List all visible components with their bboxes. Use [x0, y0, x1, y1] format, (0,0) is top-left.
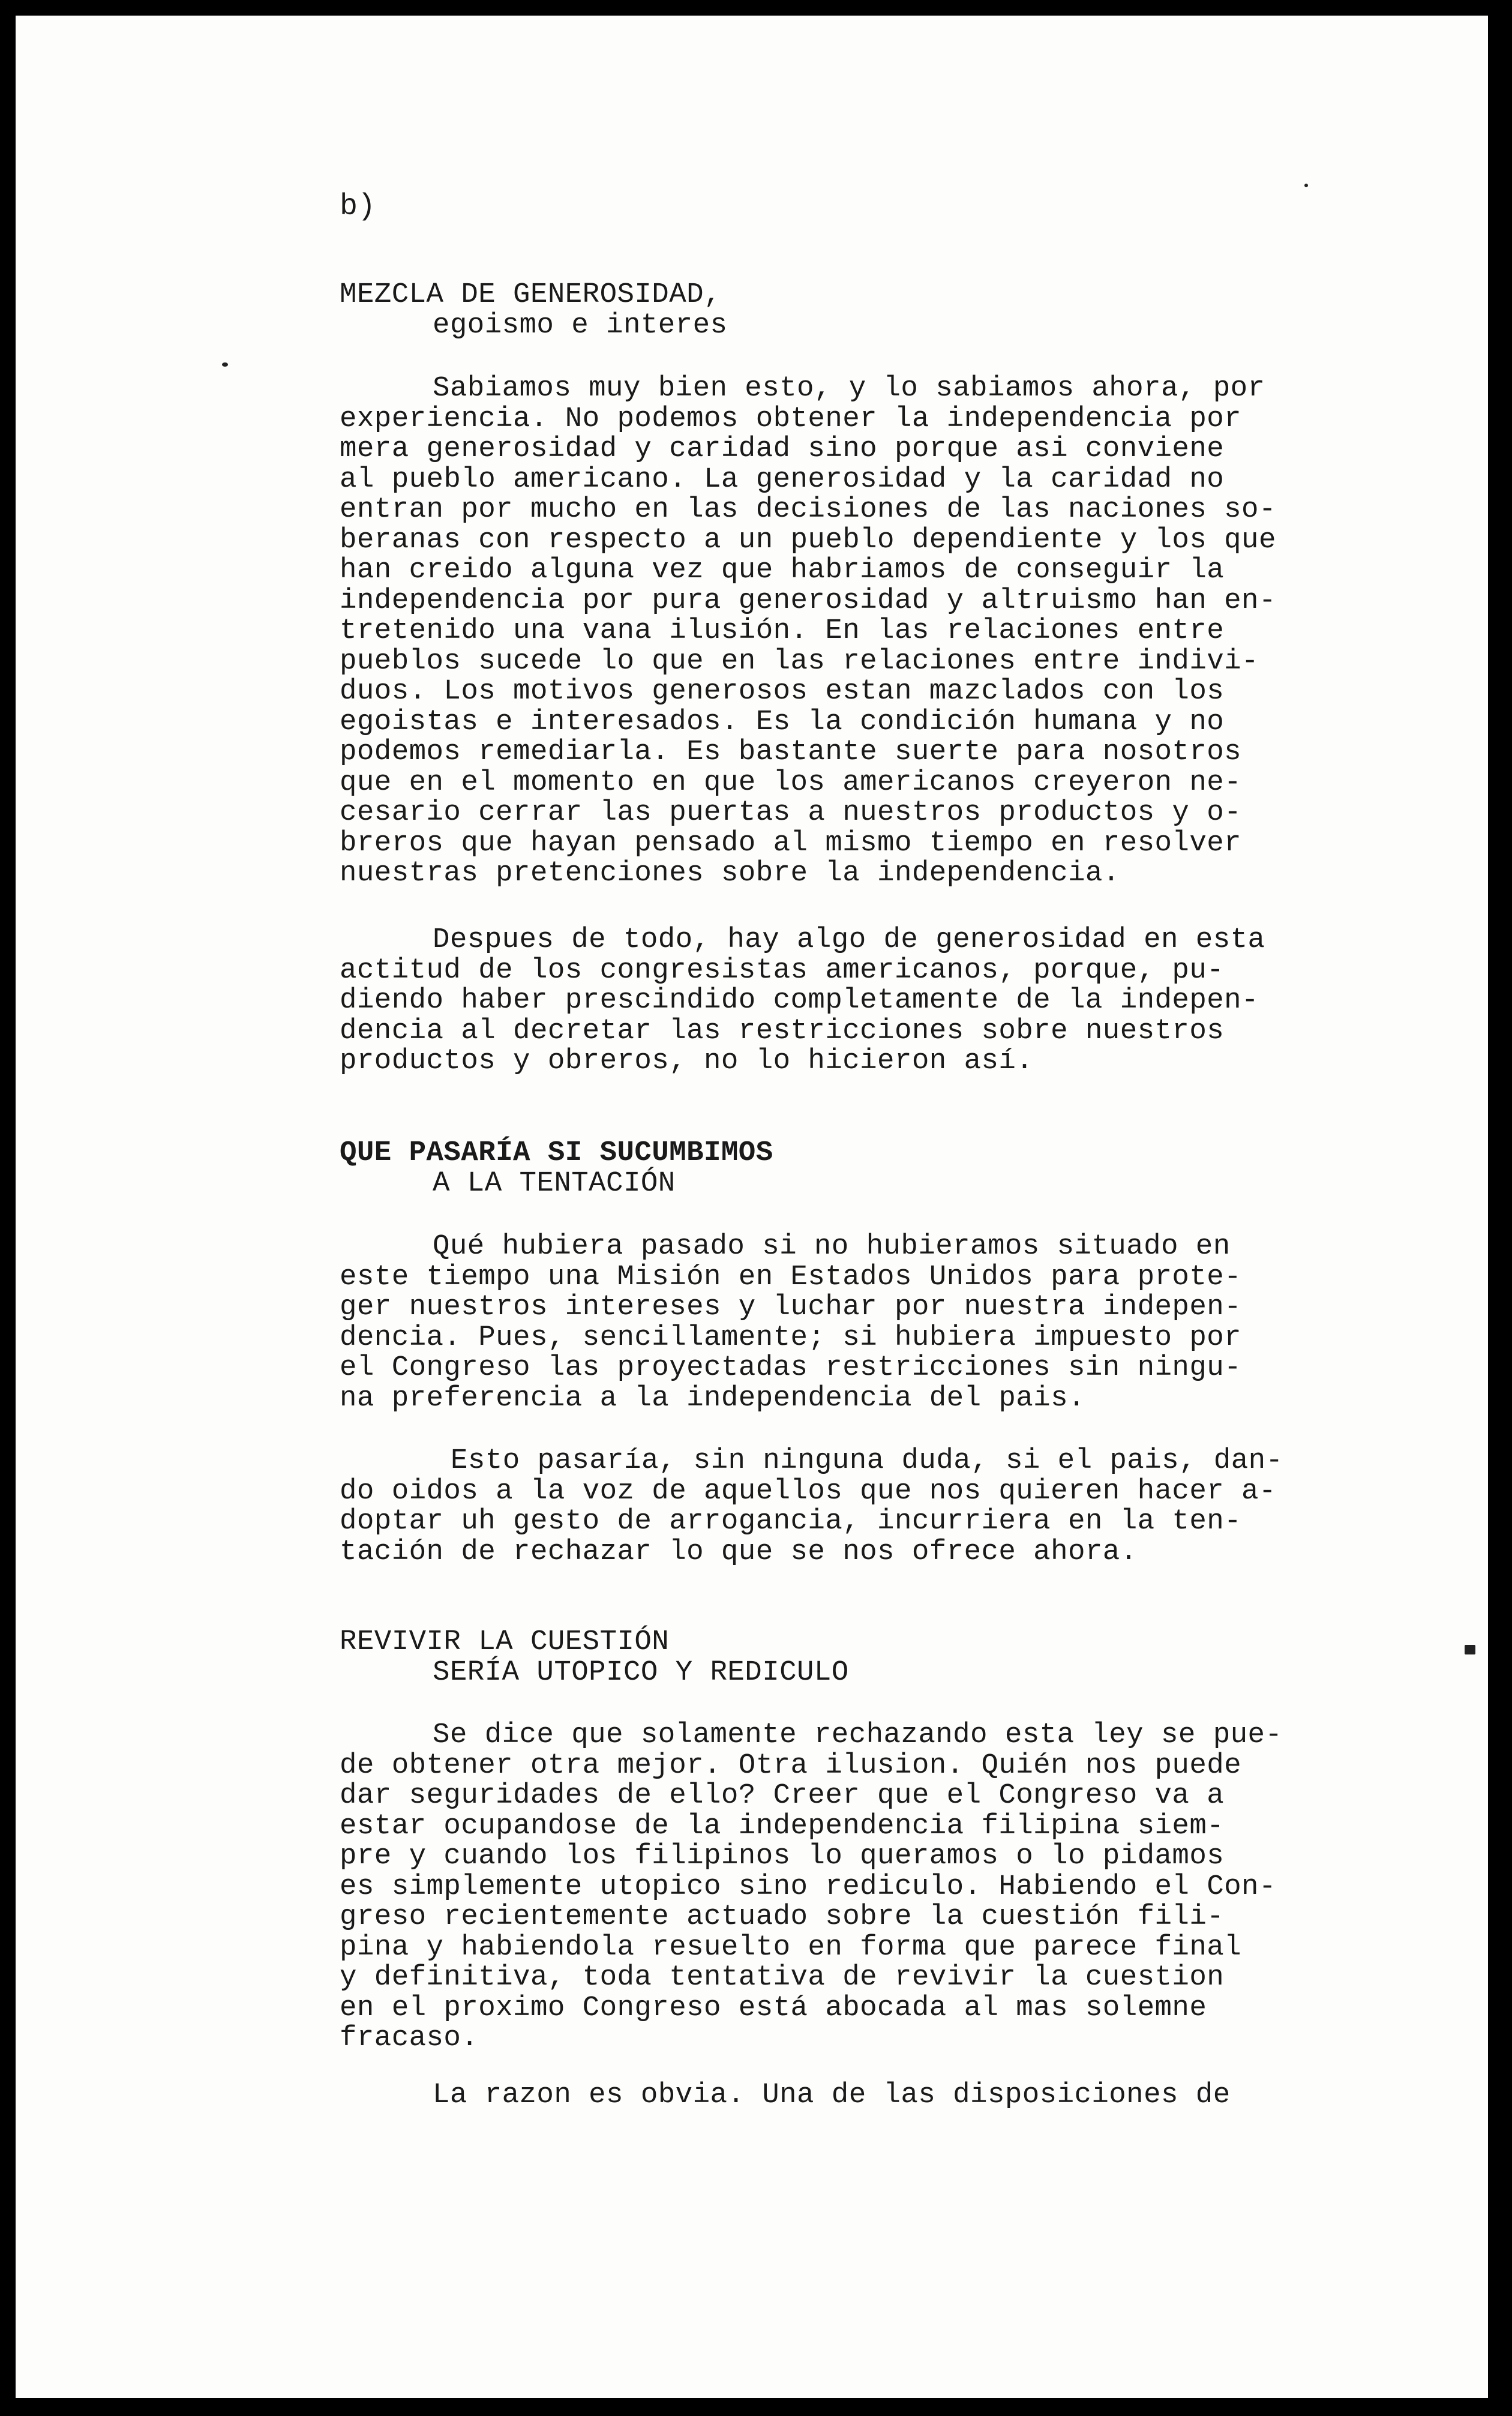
scan-speck: [1465, 1645, 1475, 1654]
paragraph: [340, 2080, 1372, 2111]
text-line: nuestras pretenciones sobre la independencia.: [340, 857, 1120, 889]
scan-speck: [1304, 184, 1308, 187]
text-line: doptar uh gesto de arrogancia, incurriera en la ten-: [340, 1505, 1242, 1537]
paragraph: [340, 1446, 1372, 1567]
text-line: ger nuestros intereses y luchar por nuestra indepen-: [340, 1291, 1242, 1323]
text-line: entran por mucho en las decisiones de las naciones so-: [340, 493, 1276, 526]
section-tentacion: [340, 1138, 1372, 1198]
text-line: al pueblo americano. La generosidad y la caridad no: [340, 463, 1225, 496]
section-subheading: egoismo e interes: [433, 308, 728, 341]
section-heading: REVIVIR LA CUESTIÓN: [340, 1626, 670, 1658]
typewritten-page: [16, 16, 1488, 2398]
text-line: tretenido una vana ilusión. En las relaciones entre: [340, 615, 1225, 647]
text-line: dencia al decretar las restricciones sobre nuestros: [340, 1014, 1225, 1047]
text-line: diendo haber prescindido completamente de la indepen-: [340, 984, 1259, 1017]
text-line: egoistas e interesados. Es la condición humana y no: [340, 705, 1225, 738]
text-line: productos y obreros, no lo hicieron así.: [340, 1045, 1034, 1077]
text-line: es simplemente utopico sino rediculo. Habiendo el Con-: [340, 1870, 1276, 1903]
section-heading: MEZCLA DE GENEROSIDAD,: [340, 278, 721, 311]
text-line: Esto pasaría, sin ninguna duda, si el pais, dan-: [451, 1444, 1283, 1477]
text-line: dar seguridades de ello? Creer que el Congreso va a: [340, 1779, 1225, 1812]
text-line: podemos remediarla. Es bastante suerte para nosotros: [340, 736, 1242, 768]
text-line: tación de rechazar lo que se nos ofrece ahora.: [340, 1535, 1138, 1568]
text-line: Sabiamos muy bien esto, y lo sabiamos ahora, por: [433, 372, 1265, 404]
text-line: pueblos sucede lo que en las relaciones entre indivi-: [340, 645, 1259, 678]
text-line: actitud de los congresistas americanos, porque, pu-: [340, 954, 1225, 987]
section-generosidad: [340, 280, 1372, 340]
text-line: el Congreso las proyectadas restricciones sin ningu-: [340, 1351, 1242, 1384]
text-line: han creido alguna vez que habriamos de conseguir la: [340, 554, 1225, 586]
text-line: Se dice que solamente rechazando esta ley se pue-: [433, 1719, 1283, 1751]
text-line: experiencia. No podemos obtener la independencia por: [340, 402, 1242, 435]
paragraph: [340, 1720, 1372, 2054]
text-line: este tiempo una Misión en Estados Unidos para prote-: [340, 1260, 1242, 1293]
text-line: breros que hayan pensado al mismo tiempo en resolver: [340, 826, 1242, 859]
text-line: que en el momento en que los americanos creyeron ne-: [340, 766, 1242, 799]
section-subheading: SERÍA UTOPICO Y REDICULO: [433, 1656, 849, 1689]
text-line: Qué hubiera pasado si no hubieramos situado en: [433, 1230, 1231, 1263]
section-subheading: A LA TENTACIÓN: [433, 1167, 676, 1200]
text-line: en el proximo Congreso está abocada al mas solemne: [340, 1991, 1207, 2024]
text-line: pre y cuando los filipinos lo queramos o lo pidamos: [340, 1840, 1225, 1872]
section-heading: QUE PASARÍA SI SUCUMBIMOS: [340, 1137, 773, 1169]
text-line: mera generosidad y caridad sino porque asi conviene: [340, 433, 1225, 465]
text-line: estar ocupandose de la independencia filipina siem-: [340, 1809, 1225, 1842]
text-line: independencia por pura generosidad y altruismo han en-: [340, 584, 1276, 617]
text-line: greso recientemente actuado sobre la cuestión fili-: [340, 1901, 1225, 1933]
text-line: dencia. Pues, sencillamente; si hubiera impuesto por: [340, 1321, 1242, 1354]
text-line: do oidos a la voz de aquellos que nos quieren hacer a-: [340, 1474, 1276, 1507]
paragraph: [340, 925, 1372, 1077]
text-line: y definitiva, toda tentativa de revivir la cuestion: [340, 1961, 1225, 1994]
text-line: de obtener otra mejor. Otra ilusion. Quién nos puede: [340, 1749, 1242, 1782]
text-line: na preferencia a la independencia del pais.: [340, 1381, 1085, 1414]
paragraph: [340, 1231, 1372, 1413]
text-line: pina y habiendola resuelto en forma que parece final: [340, 1931, 1242, 1964]
text-line: La razon es obvia. Una de las disposiciones de: [433, 2079, 1231, 2111]
text-line: fracaso.: [340, 2022, 479, 2054]
text-line: duos. Los motivos generosos estan mazclados con los: [340, 675, 1225, 708]
scan-speck: [222, 362, 228, 367]
text-line: Despues de todo, hay algo de generosidad en esta: [433, 924, 1265, 956]
text-line: cesario cerrar las puertas a nuestros productos y o-: [340, 796, 1242, 829]
section-label: b): [340, 190, 376, 224]
paragraph: [340, 373, 1372, 889]
text-line: beranas con respecto a un pueblo dependiente y los que: [340, 523, 1276, 556]
section-revivir: [340, 1627, 1372, 1687]
